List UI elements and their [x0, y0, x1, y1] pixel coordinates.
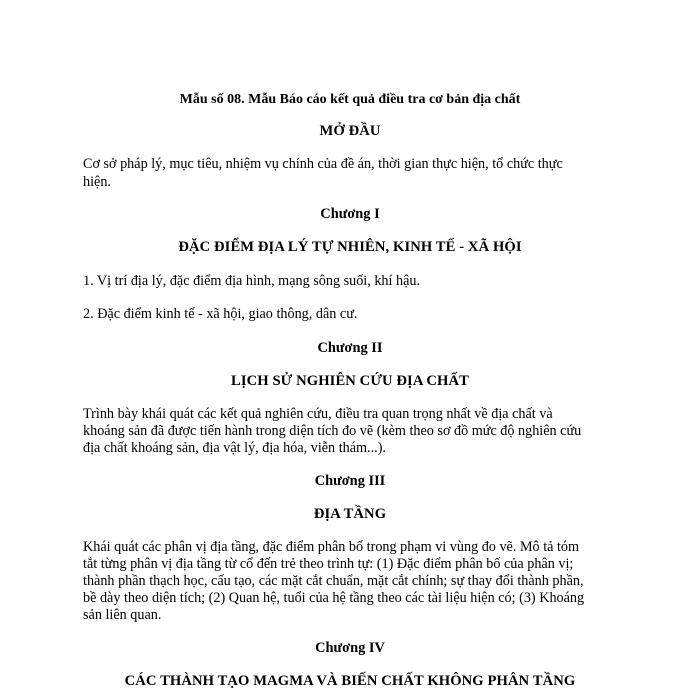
chapter-2-line: khoáng sản đã được tiến hành trong diện tích đo vẽ (kèm theo sơ đồ mức độ nghiên cứu [83, 423, 582, 439]
form-title: Mẫu số 08. Mẫu Báo cáo kết quả điều tra cơ bản địa chất [179, 92, 521, 107]
chapter-3-line: tắt từng phân vị địa tầng từ cổ đến trẻ theo trình tự: (1) Đặc điểm phân bố của phân vị; [83, 556, 574, 572]
chapter-4-title: CÁC THÀNH TẠO MAGMA VÀ BIẾN CHẤT KHÔNG PHÂN TẦNG [124, 673, 576, 689]
chapter-2-line: Trình bày khái quát các kết quả nghiên cứu, điều tra quan trọng nhất về địa chất và [83, 406, 553, 422]
chapter-1-item-1: 1. Vị trí địa lý, đặc điểm địa hình, mạng sông suối, khí hậu. [83, 273, 421, 289]
chapter-3-label: Chương III [314, 473, 386, 489]
chapter-1-item-2: 2. Đặc điểm kinh tế - xã hội, giao thông, dân cư. [83, 306, 358, 322]
chapter-2-line: địa chất khoáng sản, địa vật lý, địa hóa, viễn thám...). [83, 440, 386, 456]
chapter-1-title: ĐẶC ĐIỂM ĐỊA LÝ TỰ NHIÊN, KINH TẾ - XÃ HỘI [178, 239, 522, 255]
intro-line: Cơ sở pháp lý, mục tiêu, nhiệm vụ chính của đề án, thời gian thực hiện, tổ chức thực [83, 156, 563, 172]
chapter-2-label: Chương II [317, 340, 383, 356]
chapter-3-line: Khái quát các phân vị địa tầng, đặc điểm phân bố trong phạm vi vùng đo vẽ. Mô tả tóm [83, 539, 580, 555]
chapter-3-line: sản liên quan. [83, 607, 162, 623]
chapter-2-title: LỊCH SỬ NGHIÊN CỨU ĐỊA CHẤT [231, 373, 469, 389]
chapter-4-label: Chương IV [315, 640, 385, 656]
chapter-3-title: ĐỊA TẦNG [313, 506, 387, 522]
intro-heading: MỞ ĐẦU [319, 123, 381, 139]
chapter-1-label: Chương I [320, 206, 380, 222]
intro-line: hiện. [83, 174, 111, 190]
chapter-3-line: thành phần thạch học, cấu tạo, các mặt cắt chuẩn, mặt cắt chính; sự thay đổi thành phần, [83, 573, 584, 589]
chapter-3-line: bề dày theo diện tích; (2) Quan hệ, tuổi của hệ tầng theo các tài liệu hiện có; (3) Khoáng [83, 590, 585, 606]
